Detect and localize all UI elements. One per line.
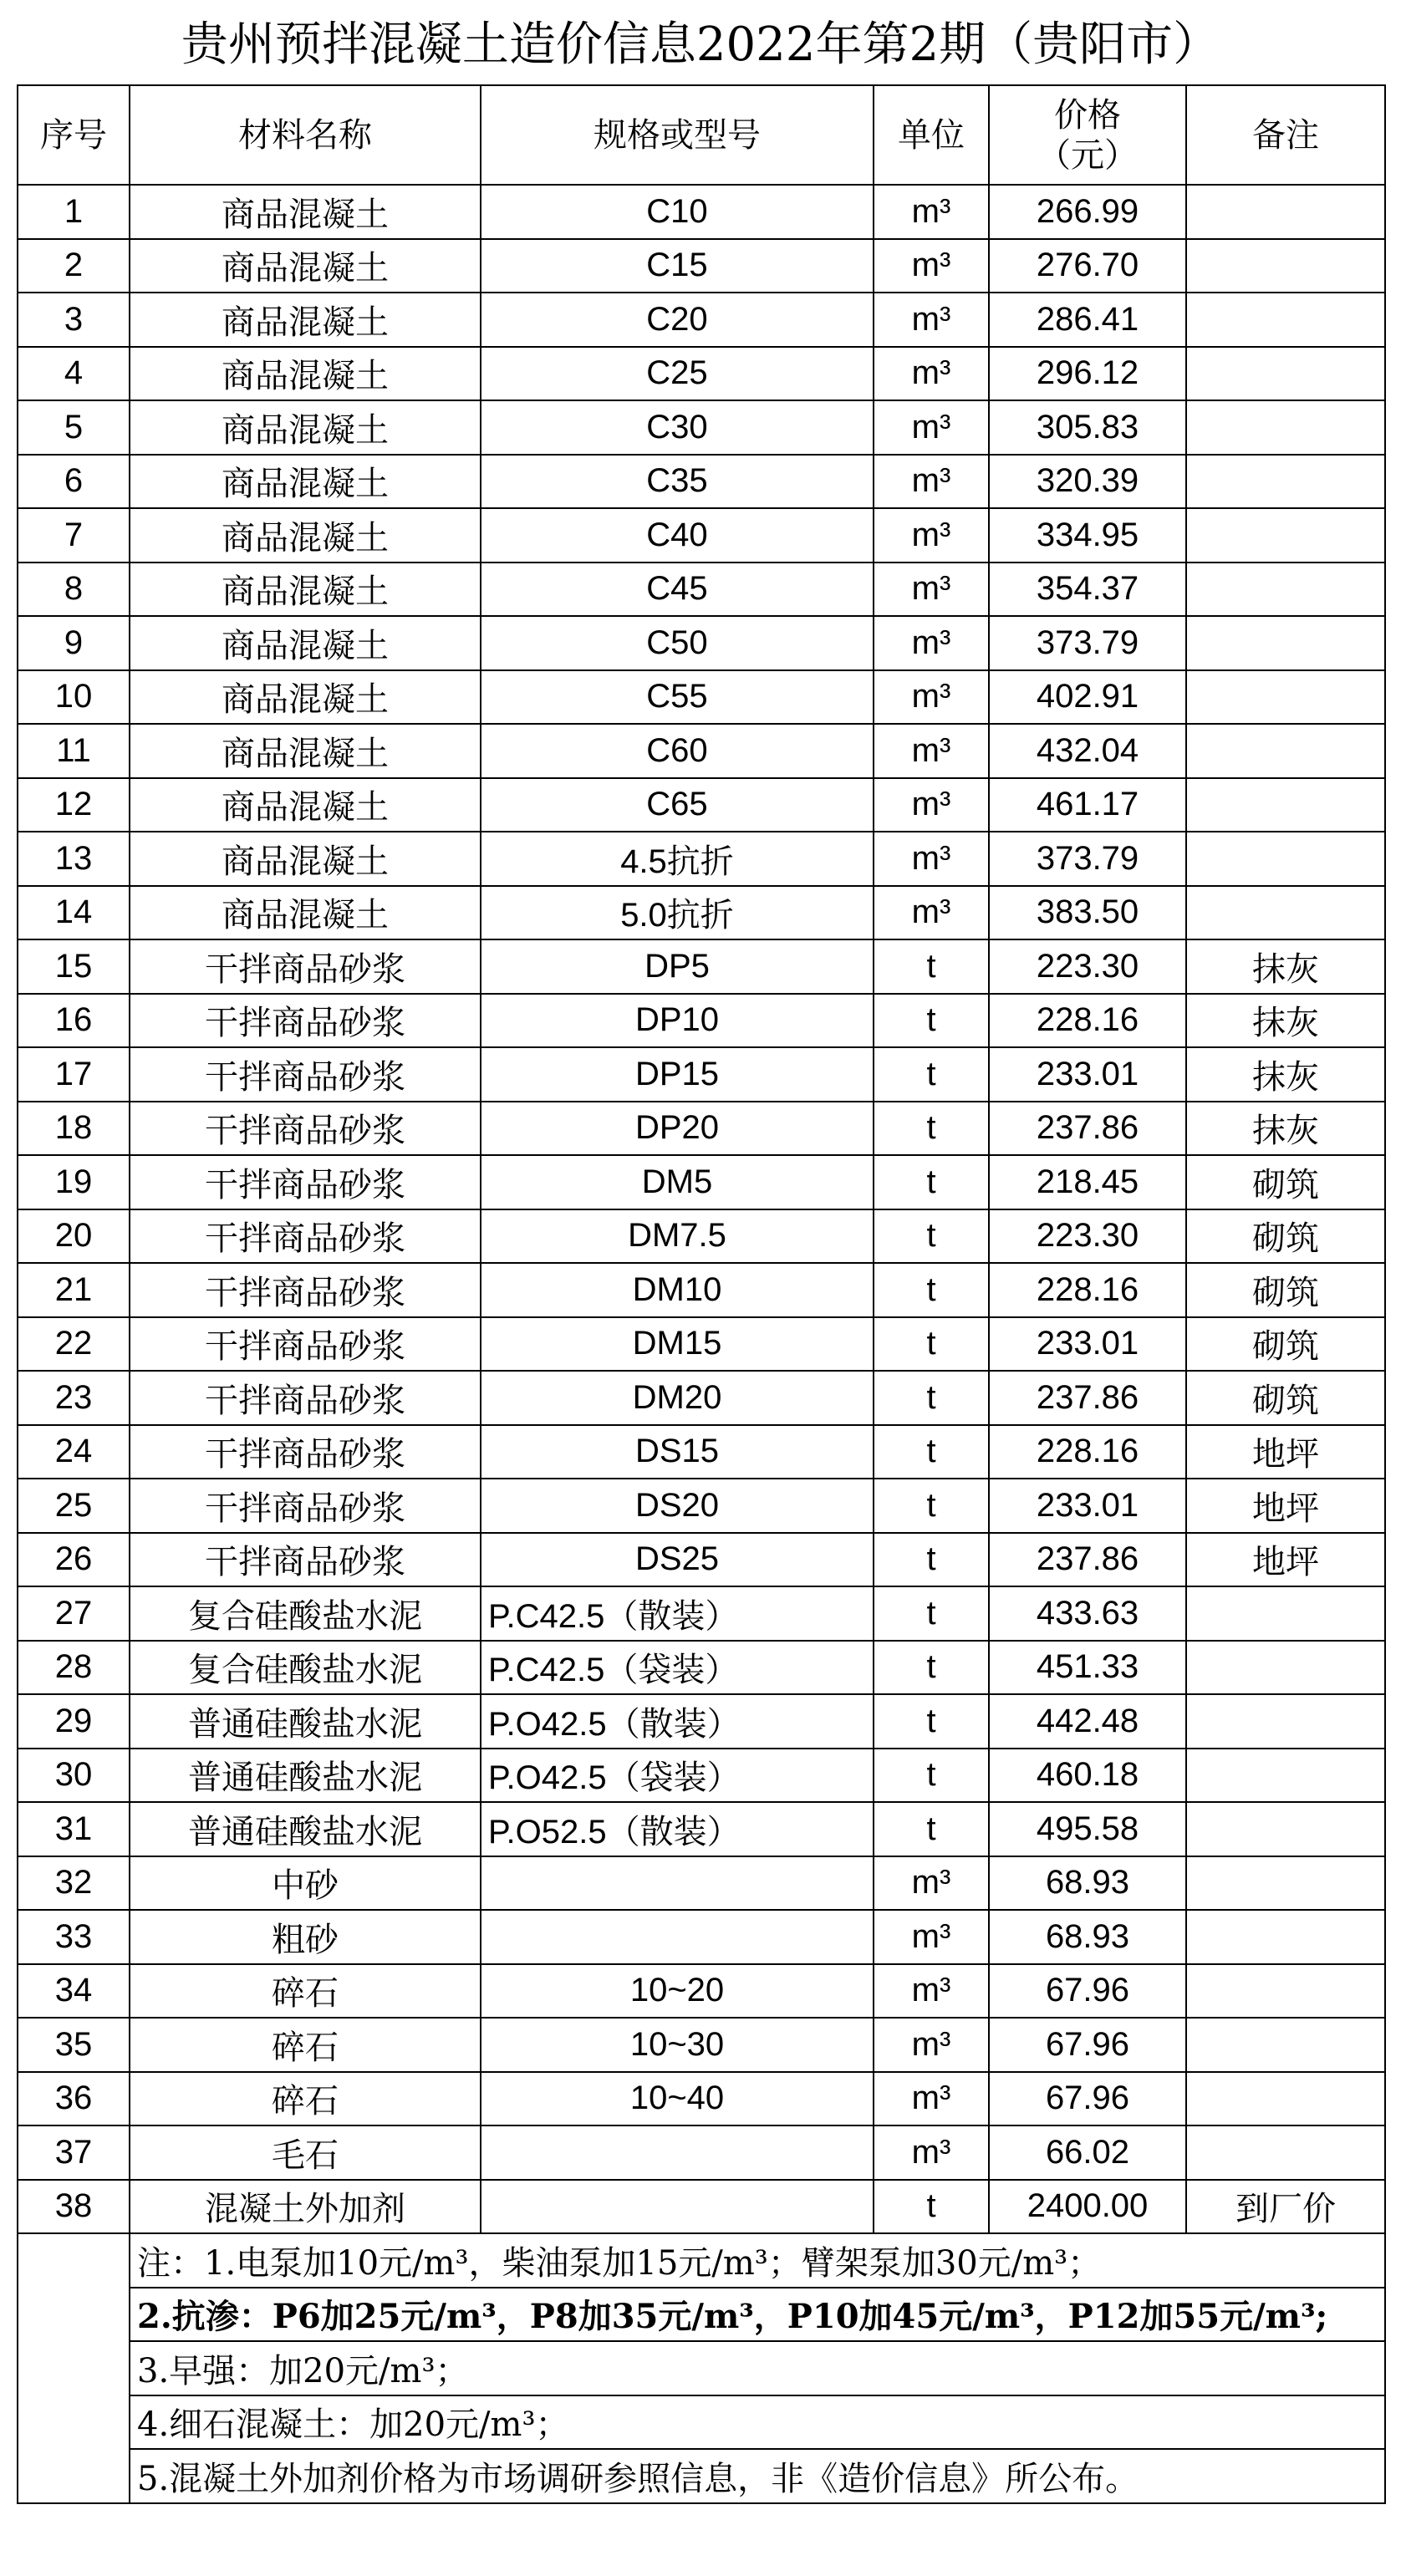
row-unit: t (874, 1263, 989, 1317)
row-price: 67.96 (989, 2072, 1186, 2126)
row-spec: P.C42.5（袋装） (481, 1641, 874, 1695)
row-spec (481, 2180, 874, 2234)
row-price: 320.39 (989, 455, 1186, 509)
row-spec (481, 1856, 874, 1911)
row-remark (1186, 563, 1385, 617)
row-remark: 地坪 (1186, 1533, 1385, 1587)
row-unit: t (874, 939, 989, 994)
row-unit: m³ (874, 670, 989, 725)
row-seq: 8 (18, 563, 130, 617)
row-remark (1186, 724, 1385, 778)
row-price: 461.17 (989, 778, 1186, 832)
row-seq: 23 (18, 1371, 130, 1425)
row-material-name: 干拌商品砂浆 (130, 1263, 481, 1317)
row-remark (1186, 1856, 1385, 1911)
row-spec: DP20 (481, 1102, 874, 1156)
row-spec: DP10 (481, 994, 874, 1048)
row-remark (1186, 832, 1385, 886)
row-material-name: 混凝土外加剂 (130, 2180, 481, 2234)
row-material-name: 干拌商品砂浆 (130, 1102, 481, 1156)
table-row (18, 724, 1385, 778)
row-seq: 1 (18, 185, 130, 239)
row-spec (481, 2125, 874, 2180)
row-seq: 20 (18, 1209, 130, 1264)
row-spec: P.C42.5（散装） (481, 1586, 874, 1641)
row-seq: 7 (18, 508, 130, 563)
table-row (18, 2018, 1385, 2072)
row-price: 223.30 (989, 1209, 1186, 1264)
row-price: 233.01 (989, 1479, 1186, 1533)
table-row (18, 886, 1385, 940)
row-unit: m³ (874, 185, 989, 239)
row-seq: 37 (18, 2125, 130, 2180)
note-row (18, 2449, 1385, 2503)
row-price: 218.45 (989, 1155, 1186, 1209)
row-material-name: 干拌商品砂浆 (130, 994, 481, 1048)
row-price: 2400.00 (989, 2180, 1186, 2234)
row-spec: 5.0抗折 (481, 886, 874, 940)
row-material-name: 商品混凝土 (130, 616, 481, 670)
table-row (18, 1641, 1385, 1695)
row-unit: m³ (874, 2072, 989, 2126)
row-material-name: 商品混凝土 (130, 778, 481, 832)
row-seq: 9 (18, 616, 130, 670)
row-remark (1186, 1694, 1385, 1749)
row-remark: 砌筑 (1186, 1155, 1385, 1209)
row-unit: m³ (874, 778, 989, 832)
row-remark (1186, 1964, 1385, 2019)
row-unit: m³ (874, 455, 989, 509)
row-material-name: 中砂 (130, 1856, 481, 1911)
row-spec: C40 (481, 508, 874, 563)
row-material-name: 复合硅酸盐水泥 (130, 1641, 481, 1695)
row-material-name: 毛石 (130, 2125, 481, 2180)
row-spec: C55 (481, 670, 874, 725)
row-material-name: 复合硅酸盐水泥 (130, 1586, 481, 1641)
row-spec: DP5 (481, 939, 874, 994)
row-unit: t (874, 1425, 989, 1479)
row-spec: P.O42.5（散装） (481, 1694, 874, 1749)
table-row (18, 1371, 1385, 1425)
row-price: 296.12 (989, 347, 1186, 401)
row-material-name: 碎石 (130, 2018, 481, 2072)
row-remark (1186, 400, 1385, 455)
table-row (18, 1317, 1385, 1372)
row-remark: 地坪 (1186, 1425, 1385, 1479)
row-seq: 31 (18, 1802, 130, 1856)
row-material-name: 碎石 (130, 1964, 481, 2019)
row-price: 228.16 (989, 1425, 1186, 1479)
row-seq: 32 (18, 1856, 130, 1911)
row-seq: 36 (18, 2072, 130, 2126)
table-row (18, 293, 1385, 347)
row-material-name: 干拌商品砂浆 (130, 939, 481, 994)
row-material-name: 干拌商品砂浆 (130, 1047, 481, 1102)
row-remark (1186, 778, 1385, 832)
table-body (18, 185, 1385, 2233)
row-spec: DM20 (481, 1371, 874, 1425)
row-remark: 抹灰 (1186, 1102, 1385, 1156)
table-header-row (18, 85, 1385, 185)
row-remark (1186, 185, 1385, 239)
row-material-name: 商品混凝土 (130, 185, 481, 239)
table-row (18, 1102, 1385, 1156)
row-seq: 30 (18, 1749, 130, 1803)
row-price: 373.79 (989, 832, 1186, 886)
row-price: 67.96 (989, 1964, 1186, 2019)
table-row (18, 939, 1385, 994)
table-row (18, 455, 1385, 509)
row-spec: DM5 (481, 1155, 874, 1209)
table-row (18, 2180, 1385, 2234)
row-spec: 10~40 (481, 2072, 874, 2126)
row-remark (1186, 670, 1385, 725)
table-row (18, 670, 1385, 725)
header-price-line2: （元） (1037, 135, 1138, 175)
row-unit: m³ (874, 832, 989, 886)
table-row (18, 1209, 1385, 1264)
table-row (18, 347, 1385, 401)
row-spec: DP15 (481, 1047, 874, 1102)
row-price: 442.48 (989, 1694, 1186, 1749)
row-spec: DM7.5 (481, 1209, 874, 1264)
row-remark (1186, 2125, 1385, 2180)
row-seq: 5 (18, 400, 130, 455)
row-material-name: 商品混凝土 (130, 832, 481, 886)
table-row (18, 1479, 1385, 1533)
row-price: 276.70 (989, 239, 1186, 293)
header-price (989, 85, 1186, 185)
row-unit: t (874, 1479, 989, 1533)
page-title: 贵州预拌混凝土造价信息2022年第2期（贵阳市） (181, 18, 1220, 72)
table-row (18, 1910, 1385, 1964)
row-unit: t (874, 1749, 989, 1803)
row-spec: C20 (481, 293, 874, 347)
row-unit: m³ (874, 400, 989, 455)
row-seq: 13 (18, 832, 130, 886)
table-row (18, 1802, 1385, 1856)
row-unit: t (874, 1317, 989, 1372)
table-row (18, 563, 1385, 617)
table-row (18, 2125, 1385, 2180)
row-material-name: 干拌商品砂浆 (130, 1425, 481, 1479)
table-row (18, 778, 1385, 832)
row-material-name: 商品混凝土 (130, 508, 481, 563)
header-spec: 规格或型号 (481, 85, 874, 185)
row-remark (1186, 455, 1385, 509)
header-remark: 备注 (1186, 85, 1385, 185)
note-text: 3.早强：加20元/m³； (130, 2341, 1385, 2395)
row-material-name: 干拌商品砂浆 (130, 1533, 481, 1587)
table-row (18, 1533, 1385, 1587)
row-price: 383.50 (989, 886, 1186, 940)
row-seq: 34 (18, 1964, 130, 2019)
row-price: 228.16 (989, 1263, 1186, 1317)
row-price: 68.93 (989, 1910, 1186, 1964)
row-remark (1186, 2072, 1385, 2126)
row-seq: 38 (18, 2180, 130, 2234)
row-unit: m³ (874, 2018, 989, 2072)
row-material-name: 商品混凝土 (130, 886, 481, 940)
table-row (18, 400, 1385, 455)
row-remark: 砌筑 (1186, 1209, 1385, 1264)
row-material-name: 干拌商品砂浆 (130, 1371, 481, 1425)
row-spec: DS15 (481, 1425, 874, 1479)
row-spec: DM15 (481, 1317, 874, 1372)
row-seq: 18 (18, 1102, 130, 1156)
row-remark: 抹灰 (1186, 1047, 1385, 1102)
row-price: 433.63 (989, 1586, 1186, 1641)
note-row (18, 2395, 1385, 2450)
table-row (18, 1425, 1385, 1479)
row-price: 237.86 (989, 1371, 1186, 1425)
row-price: 286.41 (989, 293, 1186, 347)
row-spec: DM10 (481, 1263, 874, 1317)
row-unit: m³ (874, 508, 989, 563)
row-price: 233.01 (989, 1317, 1186, 1372)
note-row (18, 2288, 1385, 2342)
row-seq: 33 (18, 1910, 130, 1964)
row-seq: 29 (18, 1694, 130, 1749)
row-material-name: 粗砂 (130, 1910, 481, 1964)
row-price: 334.95 (989, 508, 1186, 563)
row-material-name: 商品混凝土 (130, 724, 481, 778)
note-text: 2.抗渗：P6加25元/m³，P8加35元/m³，P10加45元/m³，P12加55元/m³; (130, 2288, 1385, 2342)
row-remark (1186, 886, 1385, 940)
row-remark: 砌筑 (1186, 1317, 1385, 1372)
row-remark (1186, 1802, 1385, 1856)
row-seq: 22 (18, 1317, 130, 1372)
row-spec: C30 (481, 400, 874, 455)
table-row (18, 2072, 1385, 2126)
row-remark (1186, 1586, 1385, 1641)
row-material-name: 碎石 (130, 2072, 481, 2126)
row-unit: m³ (874, 724, 989, 778)
row-material-name: 普通硅酸盐水泥 (130, 1694, 481, 1749)
notes-gutter (18, 2233, 130, 2503)
row-remark (1186, 347, 1385, 401)
table-row (18, 1586, 1385, 1641)
note-row (18, 2233, 1385, 2288)
row-remark: 抹灰 (1186, 939, 1385, 994)
row-unit: t (874, 994, 989, 1048)
note-text: 5.混凝土外加剂价格为市场调研参照信息，非《造价信息》所公布。 (130, 2449, 1385, 2503)
row-price: 233.01 (989, 1047, 1186, 1102)
table-row (18, 1749, 1385, 1803)
row-material-name: 商品混凝土 (130, 670, 481, 725)
row-seq: 26 (18, 1533, 130, 1587)
row-material-name: 干拌商品砂浆 (130, 1479, 481, 1533)
row-price: 354.37 (989, 563, 1186, 617)
row-material-name: 商品混凝土 (130, 400, 481, 455)
table-row (18, 1856, 1385, 1911)
row-material-name: 商品混凝土 (130, 455, 481, 509)
row-remark (1186, 616, 1385, 670)
table-row (18, 1263, 1385, 1317)
row-seq: 17 (18, 1047, 130, 1102)
row-unit: m³ (874, 563, 989, 617)
row-spec: C45 (481, 563, 874, 617)
row-price: 305.83 (989, 400, 1186, 455)
row-unit: t (874, 1694, 989, 1749)
row-remark (1186, 293, 1385, 347)
row-material-name: 商品混凝土 (130, 347, 481, 401)
row-unit: m³ (874, 2125, 989, 2180)
row-seq: 27 (18, 1586, 130, 1641)
row-seq: 35 (18, 2018, 130, 2072)
row-unit: t (874, 1533, 989, 1587)
row-seq: 10 (18, 670, 130, 725)
row-material-name: 普通硅酸盐水泥 (130, 1749, 481, 1803)
row-remark: 砌筑 (1186, 1263, 1385, 1317)
row-spec: C15 (481, 239, 874, 293)
row-seq: 28 (18, 1641, 130, 1695)
table-row (18, 185, 1385, 239)
table-row (18, 994, 1385, 1048)
row-spec: C60 (481, 724, 874, 778)
row-spec: C50 (481, 616, 874, 670)
table-row (18, 239, 1385, 293)
row-price: 432.04 (989, 724, 1186, 778)
row-remark (1186, 2018, 1385, 2072)
table-row (18, 508, 1385, 563)
notes-section (18, 2233, 1385, 2503)
row-material-name: 干拌商品砂浆 (130, 1155, 481, 1209)
row-price: 67.96 (989, 2018, 1186, 2072)
row-unit: t (874, 1371, 989, 1425)
row-spec: 10~30 (481, 2018, 874, 2072)
row-remark (1186, 1749, 1385, 1803)
table-row (18, 1694, 1385, 1749)
note-text: 4.细石混凝土：加20元/m³； (130, 2395, 1385, 2450)
header-price-line1: 价格 (1054, 95, 1121, 135)
row-unit: t (874, 1586, 989, 1641)
row-unit: t (874, 1209, 989, 1264)
row-spec: C65 (481, 778, 874, 832)
row-seq: 3 (18, 293, 130, 347)
row-seq: 12 (18, 778, 130, 832)
row-seq: 15 (18, 939, 130, 994)
row-remark: 地坪 (1186, 1479, 1385, 1533)
row-material-name: 商品混凝土 (130, 563, 481, 617)
row-seq: 4 (18, 347, 130, 401)
row-remark (1186, 1910, 1385, 1964)
row-spec: P.O52.5（散装） (481, 1802, 874, 1856)
row-remark: 到厂价 (1186, 2180, 1385, 2234)
row-remark: 抹灰 (1186, 994, 1385, 1048)
row-unit: t (874, 1802, 989, 1856)
header-name: 材料名称 (130, 85, 481, 185)
row-seq: 2 (18, 239, 130, 293)
row-seq: 21 (18, 1263, 130, 1317)
row-spec: DS25 (481, 1533, 874, 1587)
row-price: 266.99 (989, 185, 1186, 239)
row-seq: 25 (18, 1479, 130, 1533)
row-seq: 16 (18, 994, 130, 1048)
row-price: 228.16 (989, 994, 1186, 1048)
row-spec: DS20 (481, 1479, 874, 1533)
row-price: 373.79 (989, 616, 1186, 670)
row-price: 223.30 (989, 939, 1186, 994)
row-unit: m³ (874, 1910, 989, 1964)
row-spec: C25 (481, 347, 874, 401)
row-unit: m³ (874, 239, 989, 293)
row-seq: 6 (18, 455, 130, 509)
row-unit: m³ (874, 347, 989, 401)
row-price: 460.18 (989, 1749, 1186, 1803)
row-unit: t (874, 1155, 989, 1209)
table-row (18, 616, 1385, 670)
note-row (18, 2341, 1385, 2395)
row-spec (481, 1910, 874, 1964)
row-spec: 4.5抗折 (481, 832, 874, 886)
row-price: 402.91 (989, 670, 1186, 725)
row-remark (1186, 508, 1385, 563)
table-row (18, 1155, 1385, 1209)
row-unit: m³ (874, 886, 989, 940)
row-unit: t (874, 1641, 989, 1695)
row-unit: t (874, 2180, 989, 2234)
header-seq: 序号 (18, 85, 130, 185)
row-seq: 14 (18, 886, 130, 940)
row-material-name: 干拌商品砂浆 (130, 1209, 481, 1264)
row-unit: m³ (874, 293, 989, 347)
row-unit: m³ (874, 616, 989, 670)
row-spec: P.O42.5（袋装） (481, 1749, 874, 1803)
row-material-name: 干拌商品砂浆 (130, 1317, 481, 1372)
row-unit: m³ (874, 1856, 989, 1911)
row-price: 66.02 (989, 2125, 1186, 2180)
price-table (17, 84, 1386, 2504)
row-price: 237.86 (989, 1102, 1186, 1156)
row-seq: 24 (18, 1425, 130, 1479)
row-price: 237.86 (989, 1533, 1186, 1587)
row-spec: C35 (481, 455, 874, 509)
table-row (18, 1964, 1385, 2019)
row-unit: t (874, 1047, 989, 1102)
row-material-name: 商品混凝土 (130, 293, 481, 347)
row-material-name: 普通硅酸盐水泥 (130, 1802, 481, 1856)
row-price: 68.93 (989, 1856, 1186, 1911)
row-remark (1186, 239, 1385, 293)
row-remark: 砌筑 (1186, 1371, 1385, 1425)
row-seq: 11 (18, 724, 130, 778)
row-material-name: 商品混凝土 (130, 239, 481, 293)
row-price: 451.33 (989, 1641, 1186, 1695)
row-remark (1186, 1641, 1385, 1695)
row-price: 495.58 (989, 1802, 1186, 1856)
row-unit: m³ (874, 1964, 989, 2019)
row-seq: 19 (18, 1155, 130, 1209)
row-spec: C10 (481, 185, 874, 239)
row-spec: 10~20 (481, 1964, 874, 2019)
table-row (18, 1047, 1385, 1102)
header-unit: 单位 (874, 85, 989, 185)
row-unit: t (874, 1102, 989, 1156)
table-row (18, 832, 1385, 886)
note-text: 注：1.电泵加10元/m³，柴油泵加15元/m³；臂架泵加30元/m³； (130, 2233, 1385, 2288)
